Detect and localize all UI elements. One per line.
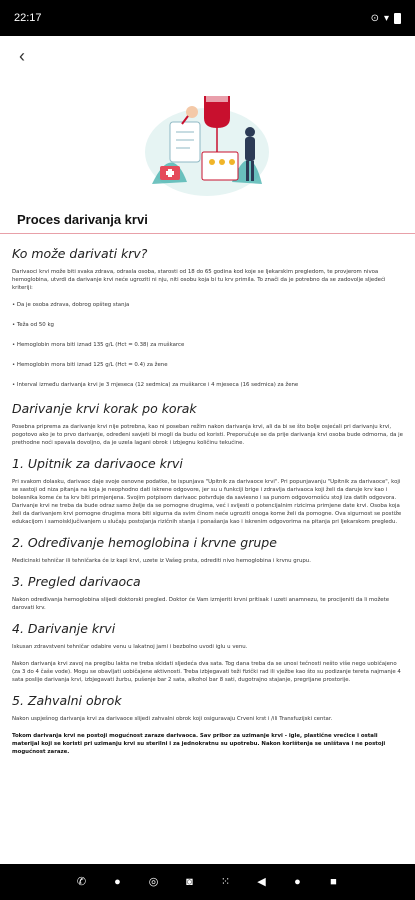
chrome-icon[interactable]: ◎ [148, 876, 159, 888]
back-icon[interactable]: ◀ [257, 876, 266, 888]
phone-icon[interactable]: ✆ [76, 876, 87, 888]
list-item: • Teža od 50 kg [12, 322, 54, 328]
section-heading: 3. Pregled darivaoca [12, 574, 141, 589]
title-bar [0, 210, 415, 234]
section-heading: 1. Upitnik za darivaoce krvi [12, 456, 183, 471]
recents-icon[interactable]: ■ [330, 876, 337, 888]
alarm-icon: ⊙ [370, 12, 379, 24]
section-heading: 5. Zahvalni obrok [12, 693, 122, 708]
battery-icon [394, 13, 401, 24]
status-time: 22:17 [14, 12, 42, 24]
list-item: • Hemoglobin mora biti iznad 125 g/L (Hct = 0.4) za žene [12, 362, 168, 368]
page-title: Proces darivanja krvi [17, 212, 148, 227]
article [12, 246, 404, 765]
status-bar [0, 0, 415, 36]
navigation-bar [0, 864, 415, 900]
paragraph: Medicinski tehničar ili tehničarka će iz kapi krvi, uzete iz Vašeg prsta, odrediti nivo hemoglobina i krvnu grupu. [12, 558, 311, 564]
section-heading: 2. Određivanje hemoglobina i krvne grupe [12, 535, 277, 550]
hero-illustration [0, 76, 415, 204]
home-icon[interactable]: ● [294, 876, 301, 888]
app-bar [0, 36, 415, 76]
section-heading: 4. Darivanje krvi [12, 621, 116, 636]
list-item: • Interval između darivanja krvi je 3 mjeseca (12 sedmica) za muškarce i 4 mjeseca (16 sedmica) za žene [12, 382, 299, 388]
section-heading: Ko može darivati krv? [12, 246, 148, 261]
camera-icon[interactable]: ◙ [186, 876, 193, 888]
paragraph-bold: Tokom darivanja krvi ne postoji mogućnost zaraze darivaoca. Sav pribor za uzimanje krvi - igle, plastične vrećice i ostali materijal koji se koristi pri uzimanju krvi su sterilni i za jednokratnu su upotrebu. Nakon korištenja se uništava i ne postoji mogućnost zaraze. [12, 733, 386, 755]
section-heading: Darivanje krvi korak po korak [12, 401, 197, 416]
messages-icon[interactable]: ● [114, 876, 121, 888]
paragraph: Nakon uspješnog darivanja krvi za darivaoce slijedi zahvalni obrok koji osiguravaju Crveni krst i /ili Transfuzijski centar. [12, 716, 333, 722]
paragraph: Posebna priprema za darivanje krvi nije potrebna, kao ni poseban režim nakon darivanja krvi, ali da bi se što bolje osjećali pri darivanju krvi, pogotovo ako je to prvo darivanje, određeni savjeti bi mogli da budu od koristi. Preporučuje se da prije darivanja krvi osoba bude odmorna, da je prethodne noći spavala dovoljno, da je uzela lagani obrok i izbjegnu količinu tekućine. [12, 424, 403, 446]
paragraph: Pri svakom dolasku, darivaoc daje svoje osnovne podatke, te ispunjava "Upitnik za darivaoce krvi". Pri popunjavanju "Upitnik za darivaoce", koji se sastoji od niza pitanja na koja je neophodno dati iskrene odgovore, jer su u funkciji brige i zdravlja darivaoca koji želi da daruje krv kao i bolesnika kome će ta krv biti primjenjena. Svojim potpisom darivaoc potvrđuje da saviesno i sa punom odgovornošću stoji iza datih odgovora. Darivanje krvi ne treba da bude odraz samo želje da se pomogne drugima, već i svijesti o potencijalnim rizicima primjene date krvi. Osoba koja želi da darivanjem krvi pomogne drugima mora biti sigurna da svim činom neće ugroziti onoga kome želi da pomogne. Ova sigurnost se postiže edukacijom i samoisključivanjem u slučaju postojanja rizičnih stanja i ponašanja kao i iskrenim odgovorima na pitanja pri ljekarskom pregledu. [12, 479, 402, 525]
content[interactable] [0, 76, 415, 864]
paragraph: Darivaoci krvi može biti svaka zdrava, odrasla osoba, starosti od 18 do 65 godina kod koje se ljekarskim pregledom, te provjerom nivoa hemoglobina, utvrdi da darivanje krvi neće ugroziti ni nju, niti osobu koja bi tu krv primila. To znači da je potrebno da se zadovolje sljedeći kriteriji: [12, 269, 386, 291]
arrow-left-icon: ‹ [19, 46, 25, 66]
apps-icon[interactable]: ⁙ [220, 876, 231, 888]
list-item: • Hemoglobin mora biti iznad 135 g/L (Hct = 0.38) za muškarce [12, 342, 185, 348]
status-icons [371, 13, 401, 24]
blood-donation-illustration-icon [132, 82, 282, 202]
paragraph: Iskusan zdravstveni tehničar odabire venu u lakatnoj jami i bezbolno uvodi iglu u venu. [12, 644, 248, 650]
back-button[interactable] [10, 44, 34, 68]
list-item: • Da je osoba zdrava, dobrog opšteg stanja [12, 302, 130, 308]
paragraph: Nakon darivanja krvi zavoj na pregibu lakta ne treba skidati sljedeća dva sata. Tog dana treba da se unosi tečnosti nešto više nego uobičajeno (za 3 do 4 čaše vode). Mogu se obavljati uobičajene aktivnosti. Treba izbjegavati teži fizički rad ili vježbe kao što su podizanje tereta najmanje 4 sata poslije darivanja krvi, izbjegavati žurbu, pušenje bar 2 sata, alkohol bar 8 sati, dugotrajno stajanje, pregrijane prostorije. [12, 661, 401, 683]
paragraph: Nakon određivanja hemoglobina slijedi doktorski pregled. Doktor će Vam izmjeriti krvni pritisak i uzeti anamnezu, te procijeniti da li možete darovati krv. [12, 597, 390, 611]
wifi-icon: ▾ [383, 12, 389, 24]
